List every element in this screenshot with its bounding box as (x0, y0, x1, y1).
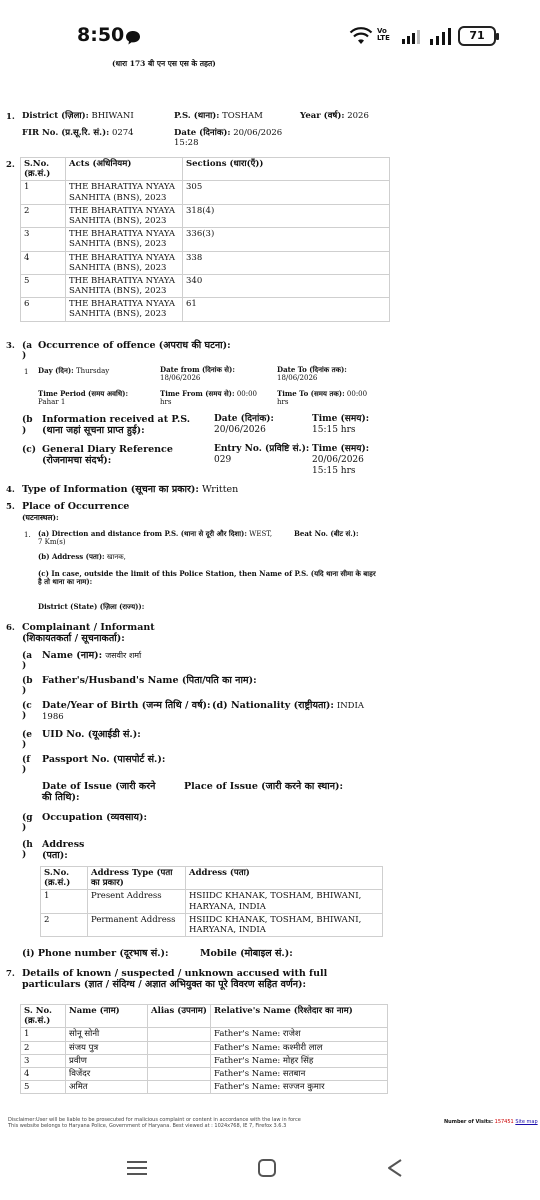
occurrence-title: Occurrence of offence (अपराध की घटना): (38, 340, 231, 351)
section-7-number: 7. (6, 969, 15, 979)
occupation-field: Occupation (व्यवसाय): (42, 812, 148, 823)
section-1-number: 1. (6, 112, 15, 122)
home-button[interactable] (256, 1157, 278, 1179)
ps-field: P.S. (थाना): TOSHAM (174, 111, 263, 121)
acts-header-sno: S.No. (क्र.सं.) (21, 158, 66, 181)
accused-table (20, 1004, 388, 1094)
accused-details-title: Details of known / suspected / unknown accused with full particulars (ज्ञात / संदिग्ध / अज्ञात अभियुक्त का पूरे विवरण सहित वर्णन): (22, 968, 328, 991)
mobile-field: Mobile (मोबाइल सं.): (200, 948, 293, 959)
table-row: 5 अमित Father's Name: सज्जन कुमार (21, 1081, 388, 1094)
form-subtitle: (धारा 173 बी एन एस एस के तहत) (112, 59, 216, 68)
fir-field: FIR No. (प्र.सू.रि. सं.): 0274 (22, 128, 134, 138)
accused-table-header: S. No. (क्र.सं.) Name (नाम) Alias (उपनाम) Relative's Name (रिश्तेदार का नाम) (21, 1005, 388, 1028)
phone-number-field: (i) Phone number (दूरभाष सं.): (22, 948, 169, 959)
dob-field: Date/Year of Birth (जन्म तिथि / वर्ष): 1986 (42, 700, 211, 723)
gd-reference-label: General Diary Reference (रोजनामचा संदर्भ): (42, 444, 173, 467)
acts-table-header (21, 158, 390, 181)
date-of-issue-field: Date of Issue (जारी करने की तिथि): (42, 781, 156, 804)
district-field: District (ज़िला): BHIWANI (22, 111, 134, 121)
signal-1-icon (401, 29, 423, 45)
clock: 8:50 (77, 24, 125, 46)
table-row: 1 THE BHARATIYA NYAYA SANHITA (BNS), 2023 305 (21, 181, 390, 204)
complainant-address-table (40, 866, 383, 937)
direction-distance-field: (a) Direction and distance from P.S. (थाना से दूरी और दिशा): WEST, 7 Km(s) (38, 529, 273, 547)
sitemap-link[interactable]: Site map (515, 1119, 538, 1125)
occurrence-address-field: (b) Address (पता): खानक, (38, 552, 126, 561)
fir-date-field: Date (दिनांक): 20/06/2026 15:28 (174, 128, 283, 149)
table-row: 3 प्रवीण Father's Name: मोहर सिंह (21, 1054, 388, 1067)
table-row: 3 THE BHARATIYA NYAYA SANHITA (BNS), 2023 336(3) (21, 228, 390, 251)
table-row: 2 THE BHARATIYA NYAYA SANHITA (BNS), 2023 318(4) (21, 204, 390, 227)
table-row: 2 Permanent Address HSIIDC KHANAK, TOSHAM, BHIWANI, HARYANA, INDIA (41, 913, 383, 936)
section-2-number: 2. (6, 160, 15, 170)
website-info-text: This website belongs to Haryana Police, Government of Haryana. Best viewed at : 1024x768, IE 7, Firefox 3.6.3 (8, 1123, 287, 1129)
info-received-time: Time (समय): 15:15 hrs (312, 414, 370, 435)
address-table-header: S.No. (क्र.सं.) Address Type (पता का प्रकार) Address (पता) (41, 867, 383, 890)
visit-count: 157451 (494, 1119, 514, 1125)
acts-header-section: Sections (धारा(एँ)) (183, 158, 390, 181)
nationality-field: (d) Nationality (राष्ट्रीयता): INDIA (212, 700, 364, 711)
acts-table (20, 157, 390, 322)
table-row: 1 सोनू सोनी Father's Name: राजेश (21, 1028, 388, 1041)
day-field: Day (दिन): Thursday (38, 366, 110, 375)
year-field: Year (वर्ष): 2026 (300, 111, 369, 121)
time-to-field: Time To (समय तक): 00:00 hrs (277, 389, 368, 407)
back-button[interactable] (384, 1157, 406, 1179)
time-period-field: Time Period (समय अवधि): Pahar 1 (38, 389, 129, 407)
wifi-icon (349, 26, 373, 46)
place-of-occurrence-title: Place of Occurrence (22, 501, 130, 512)
table-row: 1 Present Address HSIIDC KHANAK, TOSHAM, BHIWANI, HARYANA, INDIA (41, 890, 383, 913)
outside-ps-field: (c) In case, outside the limit of this Police Station, then Name of P.S. (यदि थाना सीमा के बाहर है तो थाना का नाम): (38, 569, 376, 587)
address-label: Address (पता): (42, 839, 85, 862)
time-from-field: Time From (समय से): 00:00 hrs (160, 389, 257, 407)
beat-no-field: Beat No. (बीट सं.): (294, 529, 359, 538)
complainant-name-field: Name (नाम): जसवीर शर्मा (42, 650, 142, 661)
section-6-number: 6. (6, 623, 15, 633)
section-4-number: 4. (6, 485, 15, 495)
recent-apps-button[interactable] (126, 1158, 148, 1178)
passport-field: Passport No. (पासपोर्ट सं.): (42, 754, 166, 765)
table-row: 4 विजेंदर Father's Name: सतबान (21, 1067, 388, 1080)
section-5-number: 5. (6, 502, 15, 512)
status-bar (0, 0, 540, 56)
table-row: 5 THE BHARATIYA NYAYA SANHITA (BNS), 2023 340 (21, 274, 390, 297)
section-3-number: 3. (6, 341, 15, 351)
acts-header-act: Acts (अधिनियम) (66, 158, 183, 181)
volte-indicator: Vo LTE (377, 27, 390, 42)
battery-indicator: 71 (458, 26, 496, 46)
signal-2-icon (429, 28, 455, 46)
date-from-field: Date from (दिनांक से): 18/06/2026 (160, 365, 235, 383)
system-navigation-bar (0, 1140, 540, 1200)
uid-field: UID No. (यूआईडी सं.): (42, 729, 141, 740)
district-state-field: District (State) (ज़िला (राज्य)): (38, 602, 145, 611)
info-received-label: Information received at P.S. (थाना जहां सूचना प्राप्त हुई): (42, 414, 191, 437)
visit-counter: Number of Visits: 157451 Site map (444, 1119, 538, 1125)
info-type-field: Type of Information (सूचना का प्रकार): Written (22, 484, 239, 495)
table-row: 2 संजय पुत्र Father's Name: कश्मीरी लाल (21, 1041, 388, 1054)
table-row: 4 THE BHARATIYA NYAYA SANHITA (BNS), 2023 338 (21, 251, 390, 274)
date-to-field: Date To (दिनांक तक): 18/06/2026 (277, 365, 347, 383)
chat-bubble-icon (125, 30, 141, 46)
table-row: 6 THE BHARATIYA NYAYA SANHITA (BNS), 2023 61 (21, 298, 390, 321)
info-received-date: Date (दिनांक): 20/06/2026 (214, 414, 274, 435)
place-of-issue-field: Place of Issue (जारी करने का स्थान): (184, 781, 343, 792)
section-3a-label: (a (22, 341, 33, 351)
gd-time-field: Time (समय): 20/06/2026 15:15 hrs (312, 444, 370, 476)
gd-entry-field: Entry No. (प्रविष्टि सं.): 029 (214, 444, 310, 465)
disclaimer-text: Disclaimer:User will be liable to be prosecuted for malicious complaint or content in accordance with the law in force (8, 1117, 301, 1123)
father-name-field: Father's/Husband's Name (पिता/पति का नाम): (42, 675, 257, 686)
complainant-title: Complainant / Informant (शिकायतकर्ता / सूचनाकर्ता): (22, 622, 155, 645)
